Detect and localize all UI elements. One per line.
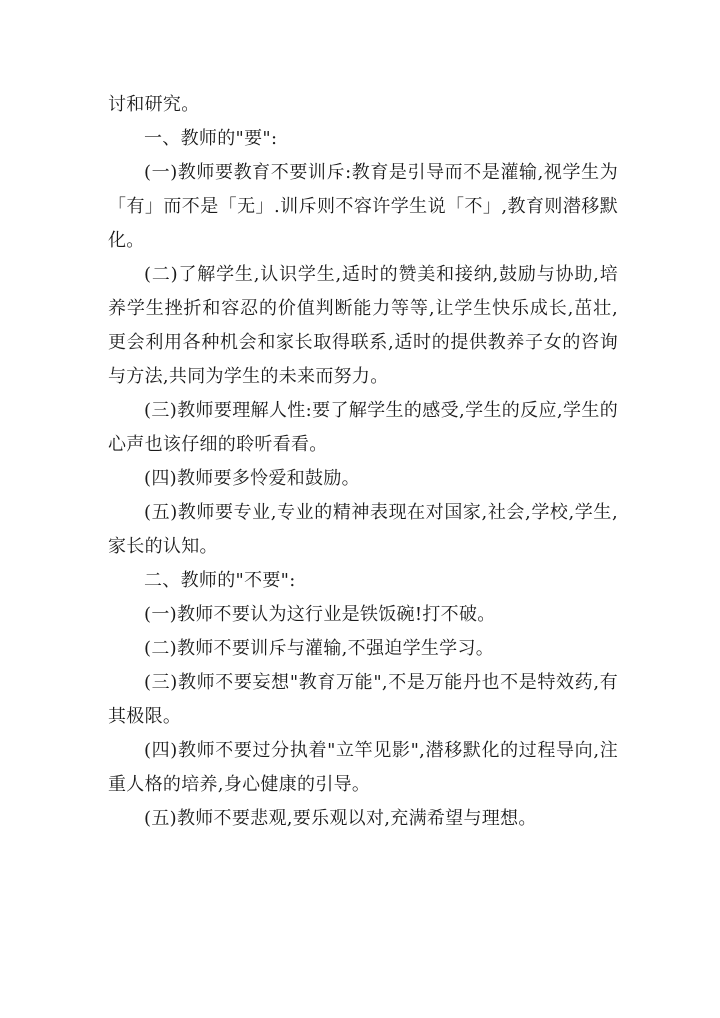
list-item-dont-2: (二)教师不要训斥与灌输,不强迫学生学习。 [144,638,495,659]
list-item-do-5: (五)教师要专业,专业的精神表现在对国家,社会,学校,学生,家长的认知。 [108,502,618,557]
list-item-dont-1: (一)教师不要认为这行业是铁饭碗!打不破。 [144,604,496,625]
list-item-do-1: (一)教师要教育不要训斥:教育是引导而不是灌输,视学生为「有」而不是「无」.训斥则不容许学生说「不」,教育则潜移默化。 [108,162,618,251]
list-item-dont-3: (三)教师不要妄想"教育万能",不是万能丹也不是特效药,有其极限。 [108,672,618,727]
section-heading-donts: 二、教师的"不要": [144,570,296,591]
list-item-dont-5: (五)教师不要悲观,要乐观以对,充满希望与理想。 [144,808,537,829]
list-item-dont-4: (四)教师不要过分执着"立竿见影",潜移默化的过程导向,注重人格的培养,身心健康的引导。 [108,740,618,795]
section-heading-dos: 一、教师的"要": [144,128,278,149]
document-body [108,88,618,836]
list-item-do-3: (三)教师要理解人性:要了解学生的感受,学生的反应,学生的心声也该仔细的聆听看看。 [108,400,618,455]
list-item-do-2: (二)了解学生,认识学生,适时的赞美和接纳,鼓励与协助,培养学生挫折和容忍的价值判断能力等等,让学生快乐成长,茁壮,更会利用各种机会和家长取得联系,适时的提供教养子女的咨询与方法,共同为学生的未来而努力。 [108,264,618,387]
paragraph-continuation: 讨和研究。 [108,94,200,115]
list-item-do-4: (四)教师要多怜爱和鼓励。 [144,468,360,489]
